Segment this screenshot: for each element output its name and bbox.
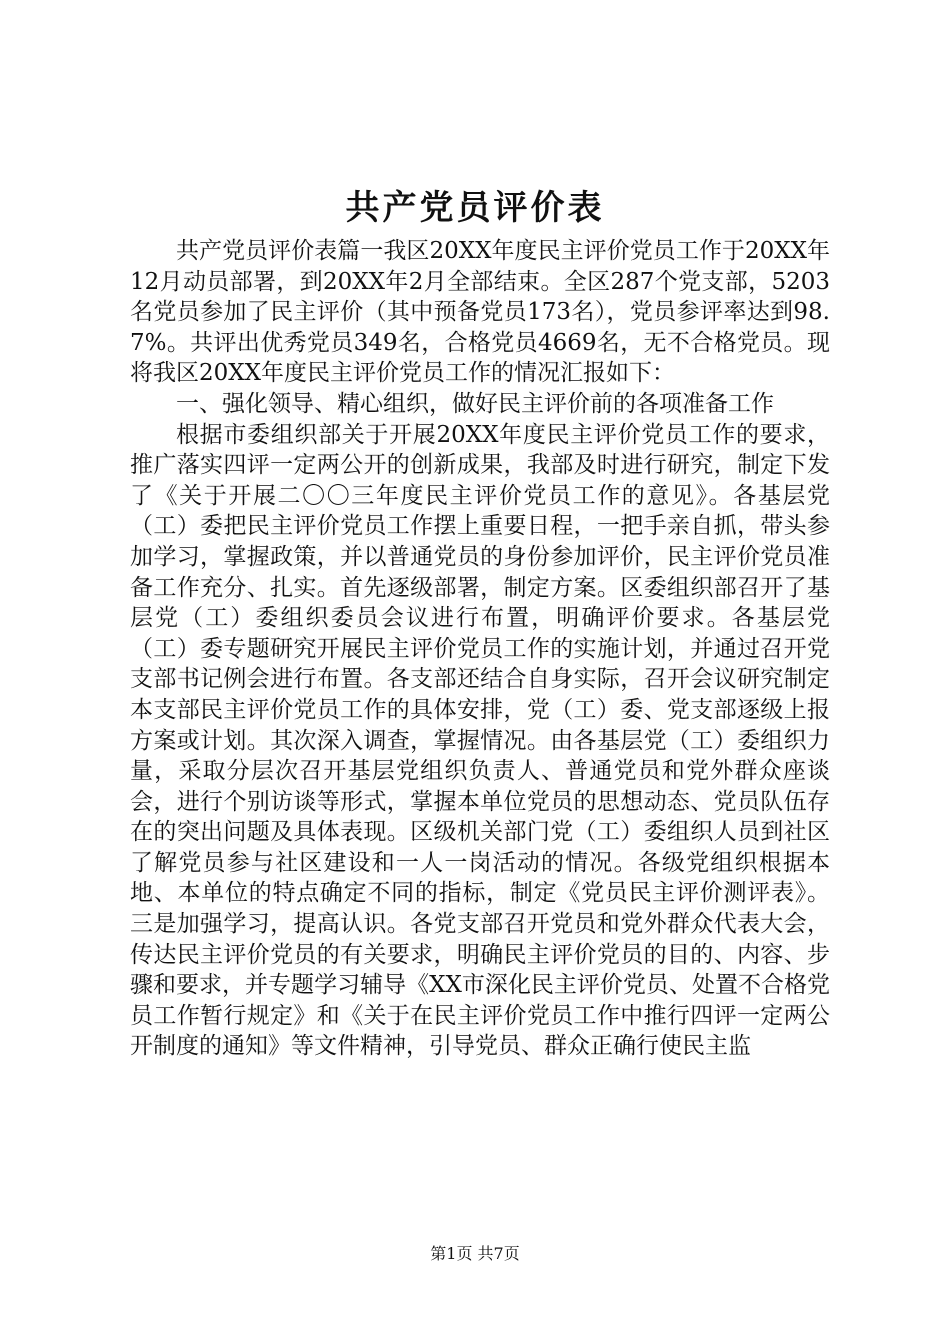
paragraph-intro: 共产党员评价表篇一我区20XX年度民主评价党员工作于20XX年12月动员部署，到20XX年2月全部结束。全区287个党支部，5203名党员参加了民主评价（其中预备党员173名），党员参评率达到98.7%。共评出优秀党员349名，合格党员4669名，无不合格党员。现将我区20XX年度民主评价党员工作的情况汇报如下： (130, 238, 830, 387)
page-footer: 第1页 共7页 (430, 1244, 520, 1263)
paragraph-main: 根据市委组织部关于开展20XX年度民主评价党员工作的要求，推广落实四评一定两公开的创新成果，我部及时进行研究，制定下发了《关于开展二〇〇三年度民主评价党员工作的意见》。各基层党（工）委把民主评价党员工作摆上重要日程，一把手亲自抓，带头参加学习，掌握政策，并以普通党员的身份参加评价，民主评价党员准备工作充分、扎实。首先逐级部署，制定方案。区委组织部召开了基层党（工）委组织委员会议进行布置，明确评价要求。各基层党（工）委专题研究开展民主评价党员工作的实施计划，并通过召开党支部书记例会进行布置。各支部还结合自身实际，召开会议研究制定本支部民主评价党员工作的具体安排，党（工）委、党支部逐级上报方案或计划。其次深入调查，掌握情况。由各基层党（工）委组织力量，采取分层次召开基层党组织负责人、普通党员和党外群众座谈会，进行个别访谈等形式，掌握本单位党员的思想动态、党员队伍存在的突出问题及具体表现。区级机关部门党（工）委组织人员到社区了解党员参与社区建设和一人一岗活动的情况。各级党组织根据本地、本单位的特点确定不同的指标，制定《党员民主评价测评表》。三是加强学习，提高认识。各党支部召开党员和党外群众代表大会，传达民主评价党员的有关要求，明确民主评价党员的目的、内容、步骤和要求，并专题学习辅导《XX市深化民主评价党员、处置不合格党员工作暂行规定》和《关于在民主评价党员工作中推行四评一定两公开制度的通知》等文件精神，引导党员、群众正确行使民主监 (130, 421, 830, 1060)
document-body (130, 236, 830, 1062)
paragraph-section-heading: 一、强化领导、精心组织，做好民主评价前的各项准备工作 (176, 390, 774, 417)
document-title: 共产党员评价表 (345, 188, 605, 228)
